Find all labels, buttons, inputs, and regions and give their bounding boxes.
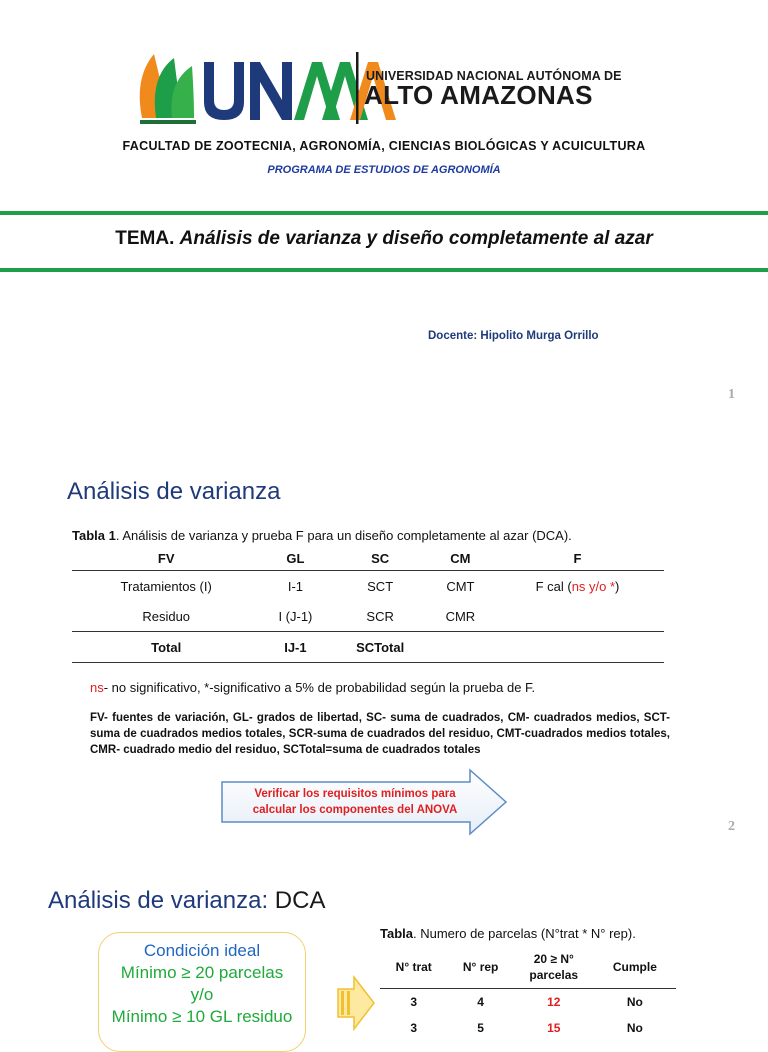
plots-table — [380, 946, 676, 1041]
page-number-2: 2 — [728, 819, 735, 834]
cell: 15 — [547, 1021, 561, 1035]
header-nrep: N° rep — [448, 946, 514, 989]
cell: I (J-1) — [278, 608, 313, 624]
anova-requirements-callout — [224, 786, 486, 818]
condition-header: Condición ideal — [143, 941, 261, 960]
condition-line3: Mínimo ≥ 10 GL residuo — [111, 1007, 293, 1026]
cell: CMT — [446, 578, 475, 594]
cell: No — [626, 995, 643, 1009]
table2-caption-text: . Numero de parcelas (N°trat * N° rep). — [413, 926, 636, 941]
cell: 3 — [410, 995, 418, 1009]
cell: IJ-1 — [260, 632, 330, 663]
topic-text: Análisis de varianza y diseño completamente al azar — [179, 228, 653, 249]
cell — [491, 632, 664, 663]
table-row — [380, 989, 676, 1016]
table2-caption — [380, 926, 636, 941]
cell: No — [626, 1021, 643, 1035]
header-fv: FV — [72, 546, 260, 571]
header-ntrat: N° trat — [380, 946, 448, 989]
cell: SCT — [367, 578, 394, 594]
page-number-1: 1 — [728, 387, 735, 402]
cell: Total — [72, 632, 260, 663]
table1-caption-label: Tabla 1 — [72, 528, 116, 543]
program-name: PROGRAMA DE ESTUDIOS DE AGRONOMÍA — [267, 164, 501, 176]
table-header-row — [72, 546, 664, 571]
slide3-title — [48, 887, 325, 915]
header-nparcelas: 20 ≥ N° parcelas — [514, 946, 594, 989]
topic-title — [0, 228, 768, 250]
cell: Tratamientos (I) — [120, 578, 212, 594]
cell: Residuo — [142, 608, 191, 624]
table-row — [380, 1015, 676, 1041]
fcal-label: F cal ( — [535, 578, 572, 594]
fcal-close: ) — [615, 578, 620, 594]
callout-line2: calcular los componentes del ANOVA — [252, 804, 458, 816]
cell: SCR — [366, 608, 394, 624]
header-gl: GL — [260, 546, 330, 571]
condition-line1: Mínimo ≥ 20 parcelas — [120, 963, 284, 982]
cell: 5 — [477, 1021, 484, 1035]
ns-label: ns — [90, 680, 104, 695]
table1-caption-text: . Análisis de varianza y prueba F para un diseño completamente al azar (DCA). — [115, 528, 572, 543]
yellow-arrow-icon — [336, 975, 376, 1035]
cell — [491, 601, 664, 632]
top-divider — [0, 211, 768, 215]
slide3-title-main: Análisis de varianza: — [48, 887, 269, 914]
cell: CMR — [445, 608, 476, 624]
table-row — [72, 571, 664, 602]
condition-text — [98, 940, 306, 1028]
faculty-name: FACULTAD DE ZOOTECNIA, AGRONOMÍA, CIENCIAS BIOLÓGICAS Y ACUICULTURA — [122, 139, 646, 153]
table2-caption-label: Tabla — [380, 926, 413, 941]
header-f: F — [491, 546, 664, 571]
cell — [430, 632, 491, 663]
abbreviations-note: FV- fuentes de variación, GL- grados de libertad, SC- suma de cuadrados, CM- cuadrados medios, SCT-suma de cuadrados medios totales, SCR-suma de cuadrados del residuo, CMT-cuadrados medios totales, CMR- cuadrado medio del residuo, SCTotal=suma de cuadrados totales — [90, 712, 670, 756]
significance-note — [90, 680, 535, 695]
header-cm: CM — [430, 546, 491, 571]
condition-line2: y/o — [190, 985, 214, 1004]
table-row-total — [72, 632, 664, 663]
cell: SCTotal — [330, 632, 429, 663]
header-cumple: Cumple — [594, 946, 676, 989]
slide2-title: Análisis de varianza — [67, 478, 281, 505]
table-header-row — [380, 946, 676, 989]
cell: 4 — [477, 995, 484, 1009]
slide3-title-suffix: DCA — [274, 887, 326, 914]
cell: 12 — [547, 995, 561, 1009]
cell-fcal — [491, 571, 664, 602]
cell: 3 — [410, 1021, 418, 1035]
header-sc: SC — [330, 546, 429, 571]
university-name-line2: ALTO AMAZONAS — [364, 80, 593, 110]
lecturer-name: Docente: Hipolito Murga Orrillo — [428, 330, 599, 342]
cell: I-1 — [287, 578, 303, 594]
university-name-line1: UNIVERSIDAD NACIONAL AUTÓNOMA DE — [366, 69, 622, 83]
topic-prefix: TEMA. — [115, 228, 175, 249]
ns-note-text: - no significativo, *-significativo a 5% de probabilidad según la prueba de F. — [103, 680, 536, 695]
fcal-significance: ns y/o * — [571, 578, 616, 594]
anova-table — [72, 546, 664, 663]
table1-caption — [72, 528, 572, 543]
table-row — [72, 601, 664, 632]
bottom-divider — [0, 268, 768, 272]
callout-line1: Verificar los requisitos mínimos para — [254, 788, 456, 800]
